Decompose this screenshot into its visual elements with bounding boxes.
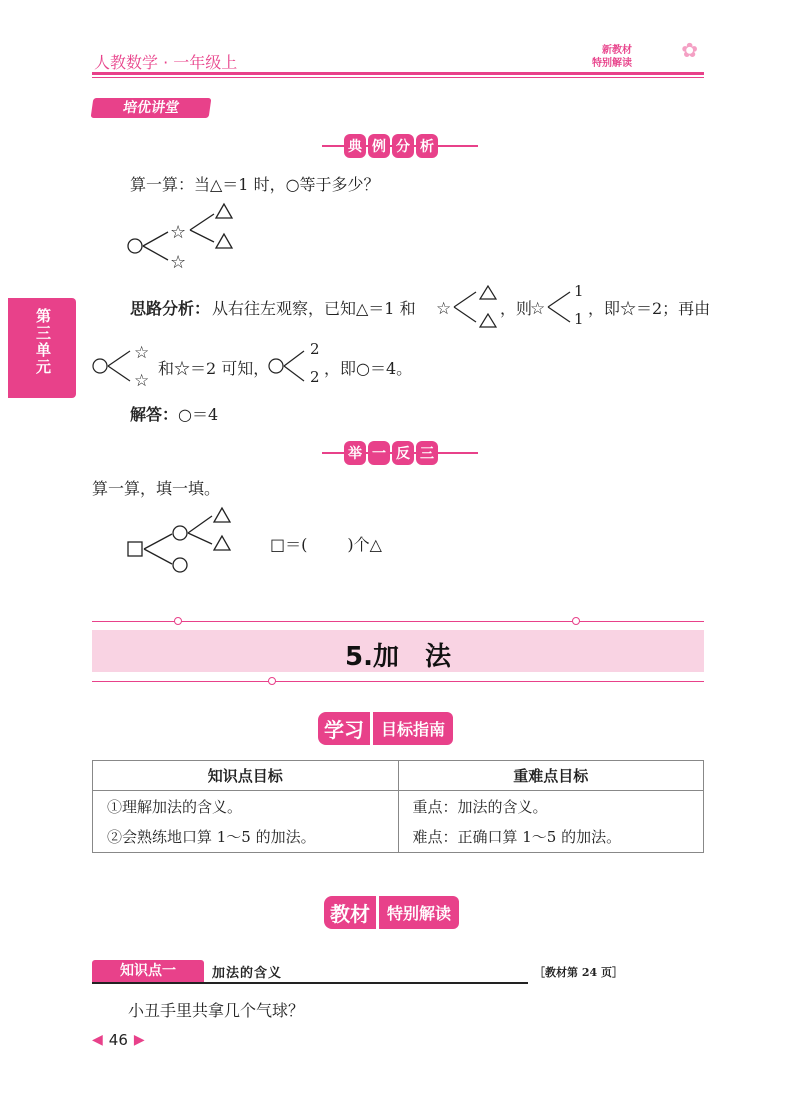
triangle-shape <box>214 536 230 550</box>
square-shape <box>128 542 142 556</box>
unit-side-tab-label: 第三单元 <box>34 308 52 376</box>
example-heading-char: 析 <box>416 134 438 158</box>
example-heading-char: 分 <box>392 134 414 158</box>
triangle-shape <box>216 204 232 218</box>
analysis-text-3: ，即☆＝2；再由 <box>588 299 711 318</box>
answer-label: 解答： <box>130 405 179 424</box>
analysis-text-5: ，即○＝4。 <box>324 359 413 378</box>
star-shape: ☆ <box>170 252 187 273</box>
page-footer <box>92 1030 145 1050</box>
goals-table <box>92 760 704 852</box>
unit-side-tab <box>8 298 76 398</box>
textbook-banner-part2: 特别解读 <box>379 896 459 929</box>
textbook-banner-part1: 教材 <box>324 896 376 929</box>
practice-heading-char: 举 <box>344 441 366 465</box>
practice-heading-char: 三 <box>416 441 438 465</box>
section-dot <box>268 677 276 685</box>
tree-number: 2 <box>310 340 320 358</box>
goals-cell: 难点：正确口算 1～5 的加法。 <box>398 822 704 853</box>
practice-instruction: 算一算，填一填。 <box>92 479 221 498</box>
circle-shape <box>173 558 187 572</box>
section-dot <box>174 617 182 625</box>
badge-line1: 新教材 <box>602 45 632 56</box>
badge-line2: 特别解读 <box>592 58 632 69</box>
practice-heading <box>344 441 438 465</box>
new-edition-badge <box>592 38 702 72</box>
svg-text:☆: ☆ <box>134 371 150 388</box>
page-number: 46 <box>108 1031 128 1049</box>
knowledge-title: 加法的含义 <box>212 966 283 981</box>
section-title: 5.加 法 <box>345 642 451 672</box>
textbook-question: 小丑手里共拿几个气球？ <box>128 1001 305 1020</box>
blank-prefix: □＝( <box>270 535 308 554</box>
goals-banner-part2: 目标指南 <box>373 712 453 745</box>
goals-col-header: 重难点目标 <box>398 761 704 791</box>
flower-icon: ✿ <box>681 38 698 62</box>
star-shape: ☆ <box>170 222 187 243</box>
example-tree-diagram <box>124 198 244 274</box>
branch-line <box>143 232 168 246</box>
circle-star-tree <box>92 342 158 388</box>
knowledge-label: 知识点一 <box>92 960 204 982</box>
analysis-line-1 <box>130 284 720 330</box>
analysis-text-1: 从右往左观察，已知△＝1 和 <box>212 299 416 318</box>
svg-text:☆: ☆ <box>436 299 452 319</box>
branch-line <box>190 230 214 242</box>
analysis-label: 思路分析： <box>130 299 211 318</box>
circle-number-tree <box>268 342 312 388</box>
circle-shape <box>173 526 187 540</box>
tree-number: 2 <box>310 368 320 386</box>
svg-text:☆: ☆ <box>134 343 150 363</box>
triangle-shape <box>214 508 230 522</box>
next-page-icon[interactable]: ▶ <box>133 1032 145 1048</box>
tree-number: 1 <box>574 310 584 328</box>
goals-cell: ①理解加法的含义。 <box>93 791 399 822</box>
example-heading-char: 例 <box>368 134 390 158</box>
branch-line <box>190 214 214 230</box>
branch-line <box>143 246 168 260</box>
circle-shape <box>128 239 142 253</box>
goals-cell: 重点：加法的含义。 <box>398 791 704 822</box>
practice-heading-char: 反 <box>392 441 414 465</box>
practice-tree-diagram <box>124 502 244 578</box>
analysis-text-2: ，则 <box>500 299 533 318</box>
practice-heading-char: 一 <box>368 441 390 465</box>
book-title: 人教数学 · 一年级上 <box>94 53 238 72</box>
blank-suffix: )个△ <box>347 535 382 554</box>
triangle-shape <box>216 234 232 248</box>
example-heading-char: 典 <box>344 134 366 158</box>
section-dot <box>572 617 580 625</box>
tree-number: 1 <box>574 282 584 300</box>
analysis-text-4: 和☆＝2 可知， <box>158 359 270 378</box>
section-top-rule <box>92 621 704 622</box>
example-question: 算一算：当△＝1 时，○等于多少？ <box>130 175 380 194</box>
svg-text:☆: ☆ <box>530 299 546 319</box>
textbook-ref: ［教材第 24 页］ <box>534 966 623 979</box>
knowledge-bar-line <box>92 982 528 984</box>
header-rule-thin <box>92 77 704 78</box>
answer-line <box>130 402 218 425</box>
section-bottom-rule <box>92 681 704 682</box>
textbook-banner <box>324 896 459 928</box>
answer-value: ○＝4 <box>178 405 219 424</box>
star-triangle-tree <box>436 284 506 330</box>
goals-cell: ②会熟练地口算 1～5 的加法。 <box>93 822 399 853</box>
goals-col-header: 知识点目标 <box>93 761 399 791</box>
analysis-line-2 <box>92 342 592 388</box>
prev-page-icon[interactable]: ◀ <box>92 1032 103 1048</box>
practice-blank <box>270 532 382 555</box>
goals-banner-part1: 学习 <box>318 712 370 745</box>
peiyou-label: 培优讲堂 <box>91 98 212 118</box>
goals-banner <box>318 712 453 744</box>
example-heading <box>344 134 438 158</box>
header-rule <box>92 72 704 75</box>
